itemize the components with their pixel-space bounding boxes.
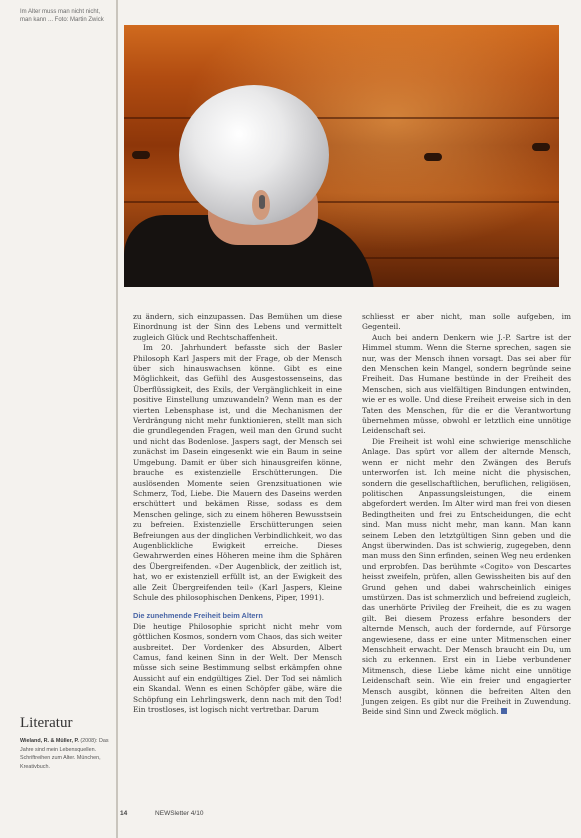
literature-author: Wieland, R. & Müller, P.: [20, 738, 79, 744]
drawer-handle: [532, 143, 550, 151]
article-photo: [124, 25, 559, 287]
article-column-left: [133, 312, 342, 715]
article-column-right: [362, 312, 571, 718]
paragraph: Die heutige Philosophie spricht nicht mehr vom göttlichen Kosmos, sondern vom Chaos, das sich weiter ausbreitet. Der Vordenker des Absurden, Albert Camus, fand keinen Sinn in der Welt. Der Mensch müsse sich seine Bestimmung selbst erkämpfen ohne Aussicht auf ein endgültiges Ziel. Der Tod sei nämlich ein Skandal. Wenn es einen Schöpfer gäbe, wäre die Schöpfung ein Lehrlingswerk, denn nach mit den Tod! Ein trostloses, ist logisch nicht vertretbar. Darum: [133, 621, 342, 715]
paragraph: Auch bei andern Denkern wie J.-P. Sartre ist der Himmel stumm. Wenn die Sterne sprechen, sagen sie nur, was der Mensch ihnen vorsagt. Das sei aber für den Menschen kein Mangel, sondern begründe seine Freiheit. Das Humane bestünde in der Freiheit des Menschen, sich aus vielfältigen Bindungen entwinden, wie er es wolle. Und diese Freiheit erweise sich in den Taten des Menschen, für die er die Verantwortung übernehmen müsse, obwohl er letztlich eine unnötige Leidenschaft sei.: [362, 332, 571, 436]
paragraph: Im 20. Jahrhundert befasste sich der Basler Philosoph Karl Jaspers mit der Frage, ob der Mensch über sich hinauswachsen könne. Gibt es eine Möglichkeit, das Gefühl des Ausgestossenseins, das Überflüssigkeit, des Exils, der Vergänglichkeit in eine positive Einstellung umzuwandeln? Wenn man es der vierten Lebensphase ist, und die Mechanismen der Verdrängung nicht mehr funktionieren, stellt man sich die grundlegenden Fragen, weil man den Grund sucht und nicht das Bodenlose. Jaspers sagt, der Mensch sei zunächst im Dasein eingesenkt wie ein Baum in seine Umgebung. Damit er über sich hinausgreifen könne, brauche es existenzielle Erschütterungen. Die auslösenden Momente seien Grenzsituationen wie Schmerz, Tod, Liebe. Die Mauern des Daseins werden erschüttert und bekämen Risse, sodass es dem Menschen gelinge, sich zu einem höheren Bewusstsein zu befreien. Existenzielle Erschütterungen seien Befreiungen aus der dinglichen Verbindlichkeit, wo das Augenblickliche Ewigkeit erreiche. Dieses Gewahrwerden eines Höheren meine ihm die Sphären des Übergreifenden. «Der Augenblick, der zeitlich ist, hat, wo er existenziell erfüllt ist, an der Ewigkeit des alle Zeit Übergreifenden teil» (Karl Jaspers, Kleine Schule des philosophischen Denkens, Piper, 1991).: [133, 343, 342, 602]
end-of-article-icon: [501, 708, 507, 714]
page-footer: [120, 810, 203, 817]
magazine-name: NEWSletter 4/10: [155, 810, 204, 817]
paragraph: zu ändern, sich einzupassen. Das Bemühen um diese Einordnung ist der Sinn des Lebens und vermittelt zugleich Glück und Rechtschaffenheit.: [133, 312, 342, 342]
photo-caption: Im Alter muss man nicht nicht, man kann ... Foto: Martin Zwick: [20, 9, 104, 24]
drawer-handle: [424, 153, 442, 161]
left-margin: [0, 0, 118, 838]
paragraph: schliesst er aber nicht, man solle aufgeben, im Gegenteil.: [362, 312, 571, 332]
literature-text: (2008): Das Jahre sind mein Lebensquellen. Schriftreihen zum Alter. München, Kreativbuch.: [20, 738, 109, 770]
drawer-handle: [132, 151, 150, 159]
page-number: 14: [120, 810, 128, 817]
hearing-aid-icon: [259, 195, 265, 209]
paragraph-text: Die Freiheit ist wohl eine schwierige menschliche Anlage. Das spürt vor allem der alternde Mensch, wenn er nicht mehr den Zwängen des Berufs unterworfen ist. Ich meine nicht die physischen, sondern die gesellschaftlichen, beruflichen, religiösen, politischen Anpassungsleistungen, die einem abgefordert werden. Im Alter wird man frei von diesen Bedingtheiten und frei zu Entscheidungen, die echt sind. Man muss nicht mehr, man kann. Man kann seinem Leben den letztgültigen Sinn geben und die Angst überwinden. Das ist schwierig, zugegeben, denn man muss den Sinn erfinden, seinen Weg neu erdenken und erprobfen. Das berühmte «Cogito» von Descartes heisst zweifeln, prüfen, allen Gewissheiten bis auf den Grund gehen und dabei wahrscheinlich einiges umstürzen. Das ist schmerzlich und befreiend zugleich, das unerhörte Privileg der Freiheit, die es zu wagen gilt. Bei diesem Prozess erfahre besonders der alternde Mensch, auch der fordernde, auf Fürsorge angewiesene, dass er eine unter Mitmenschen einer Menschheit erwacht. Der Mensch braucht ein Du, um sich zu erkennen. Erst ein in Liebe verbundener Mitmensch, diese Liebe käme nicht eine unnötige Leidenschaft sein. Wie ein freier und engagierter Mensch ausgibt, können die befreiten Alten den Jungen zeigen. Es gibt nur die Freiheit in Zuwendung. Beide sind Sinn und Zweck möglich.: [362, 436, 571, 717]
literature-entry: [20, 737, 114, 771]
literature-heading: Literatur: [20, 715, 73, 731]
section-subheading: Die zunehmende Freiheit beim Altern: [133, 611, 263, 621]
paragraph-last: [362, 437, 571, 718]
